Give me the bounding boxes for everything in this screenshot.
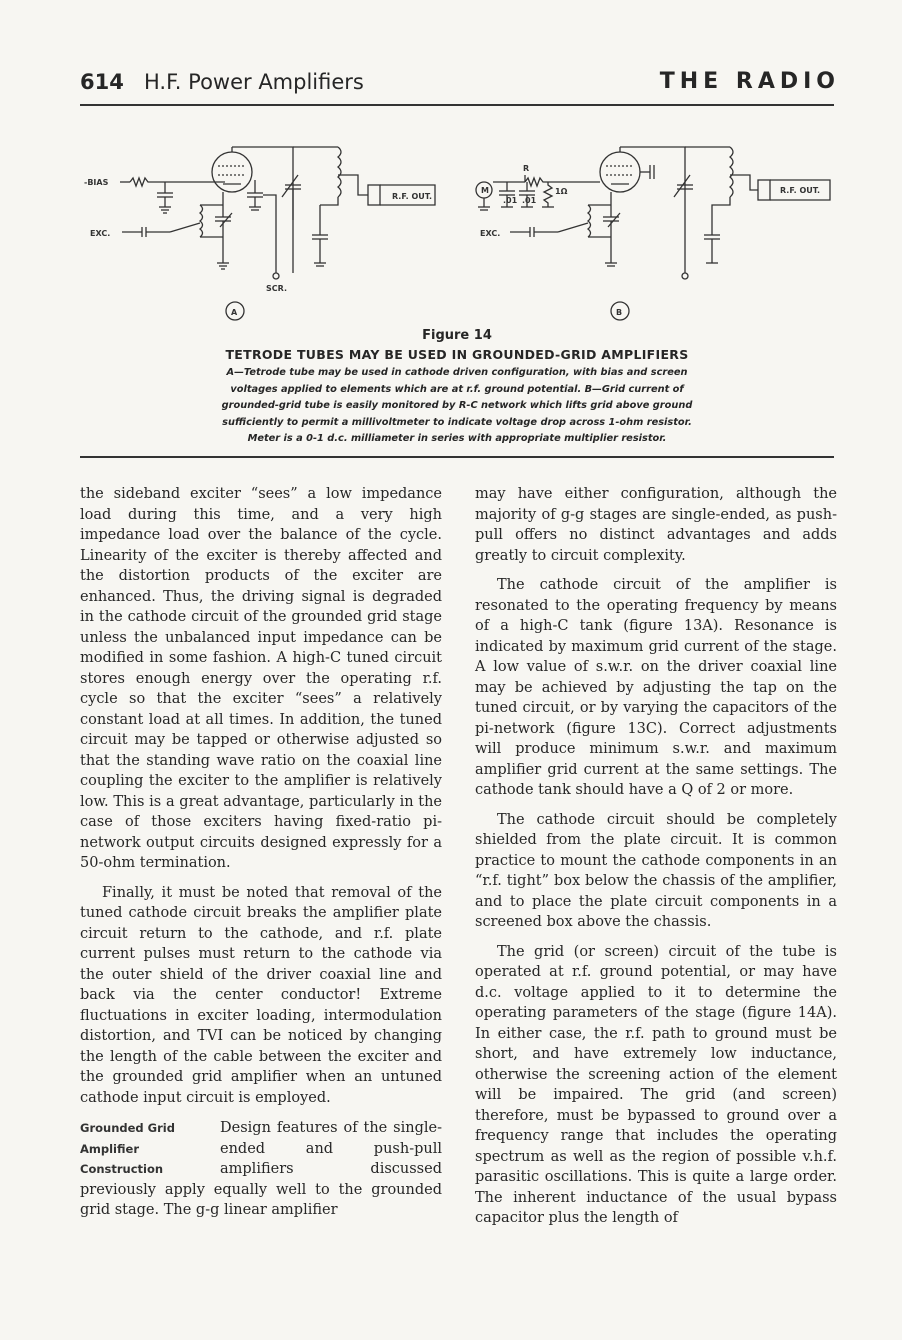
paragraph: The cathode circuit should be completely shielded from the plate circuit. It is common practice to mount the cathode components in an “r.f. tight” box below the chassis of the amplifier, and to place the plate circuit components in a screened box above the chassis.	[475, 811, 837, 930]
schematic-diagrams	[80, 135, 834, 335]
caption-line: Meter is a 0-1 d.c. milliameter in series with appropriate multiplier resistor.	[247, 433, 667, 444]
label-r: R	[523, 164, 530, 173]
label-rf-out-a: R.F. OUT.	[392, 192, 433, 201]
paragraph: The grid (or screen) circuit of the tube is operated at r.f. ground potential, or may have d.c. voltage applied to it to determine the operating parameters of the stage (figure 14A). In either case, the r.f. path to ground must be short, and have extremely low inductance, otherwise the screening action of the element will be impaired. The grid (and screen) therefore, must be bypassed to ground over a frequency range that includes the operating spectrum as well as the region of possible v.h.f. parasitic oscillations. This is quite a large order. The inherent inductance of the usual bypass capacitor plus the length of	[475, 943, 837, 1226]
figure-14-schematics	[80, 135, 834, 335]
caption-rule	[80, 456, 834, 458]
label-exc-b: EXC.	[480, 229, 501, 238]
paragraph: the sideband exciter “sees” a low impedance load during this time, and a very high impedance load over the balance of the cycle. Linearity of the exciter is thereby affected and the distortion products of the exciter are enhanced. Thus, the driving signal is degraded in the cathode circuit of the grounded grid stage unless the unbalanced input impedance can be modified in some fashion. A high-C tuned circuit stores enough energy over the operating r.f. cycle so that the exciter “sees” a relatively constant load at all times. In addition, the tuned circuit may be tapped or otherwise adjusted so that the standing wave ratio on the coaxial line coupling the exciter to the amplifier is relatively low. This is a great advantage, particularly in the case of those exciters having fixed-ratio pi-network output circuits designed expressly for a 50-ohm termination.	[80, 486, 442, 871]
schematic-a	[120, 147, 435, 320]
label-scr: SCR.	[266, 284, 287, 293]
figure-description	[150, 365, 764, 448]
figure-caption	[150, 328, 764, 448]
paragraph: The cathode circuit of the amplifier is resonated to the operating frequency by means of a high-C tank (figure 13A). Resonance is indicated by maximum grid current of the stage. A low value of s.w.r. on the driver coaxial line may be achieved by adjusting the tap on the tuned circuit, or by varying the capacitors of the pi-network (figure 13C). Correct adjustments will produce minimum s.w.r. and maximum amplifier grid current at the same settings. The cathode tank should have a Q of 2 or more.	[475, 577, 837, 798]
marker-a: A	[231, 308, 238, 317]
page-number: 614	[80, 70, 124, 94]
caption-line: A—Tetrode tube may be used in cathode driven configuration, with bias and screen	[226, 367, 688, 378]
label-bias: -BIAS	[84, 178, 109, 187]
label-cap-2: .01	[522, 196, 537, 205]
paragraph: may have either configuration, although the majority of g-g stages are single-ended, as push-pull offers no distinct advantages and adds greatly to circuit complexity.	[475, 486, 837, 564]
section-grounded-grid-construction	[80, 1118, 442, 1221]
label-meter: M	[481, 186, 489, 195]
left-column	[80, 484, 442, 1230]
caption-line: sufficiently to permit a millivoltmeter to indicate voltage drop across 1-ohm resistor.	[222, 416, 692, 428]
marker-b: B	[616, 308, 623, 317]
page-header	[80, 66, 840, 106]
label-cap-1: .01	[503, 196, 518, 205]
right-column	[475, 484, 837, 1238]
side-heading-line: Construction	[80, 1162, 164, 1176]
book-title: THE RADIO	[659, 69, 840, 94]
label-exc-a: EXC.	[90, 229, 111, 238]
label-rf-out-b: R.F. OUT.	[780, 186, 821, 195]
side-heading-line: Amplifier	[80, 1141, 139, 1156]
paragraph: Finally, it must be noted that removal of the tuned cathode circuit breaks the amplifier plate circuit return to the cathode, and r.f. plate current pulses must return to the cathode via the outer shield of the driver coaxial line and back via the center conductor! Extreme fluctuations in exciter loading, intermodulation distortion, and TVI can be noticed by changing the length of the cable between the exciter and the grounded grid amplifier when an untuned cathode input circuit is employed.	[80, 884, 442, 1106]
label-ohm: 1Ω	[555, 187, 568, 196]
side-heading-line: Grounded Grid	[80, 1121, 175, 1135]
figure-number: Figure 14	[422, 328, 492, 343]
running-title: H.F. Power Amplifiers	[144, 70, 364, 94]
side-heading	[80, 1118, 220, 1180]
caption-line: voltages applied to elements which are at r.f. ground potential. B—Grid current of	[230, 383, 684, 395]
caption-line: grounded-grid tube is easily monitored by R-C network which lifts grid above ground	[221, 400, 693, 411]
figure-heading: TETRODE TUBES MAY BE USED IN GROUNDED-GRID AMPLIFIERS	[225, 347, 689, 362]
paragraph: Design features of the single-ended and push-pull amplifiers discussed previously apply equally well to the grounded grid stage. The g-g linear amplifier	[80, 1120, 442, 1218]
header-rule	[80, 104, 834, 106]
